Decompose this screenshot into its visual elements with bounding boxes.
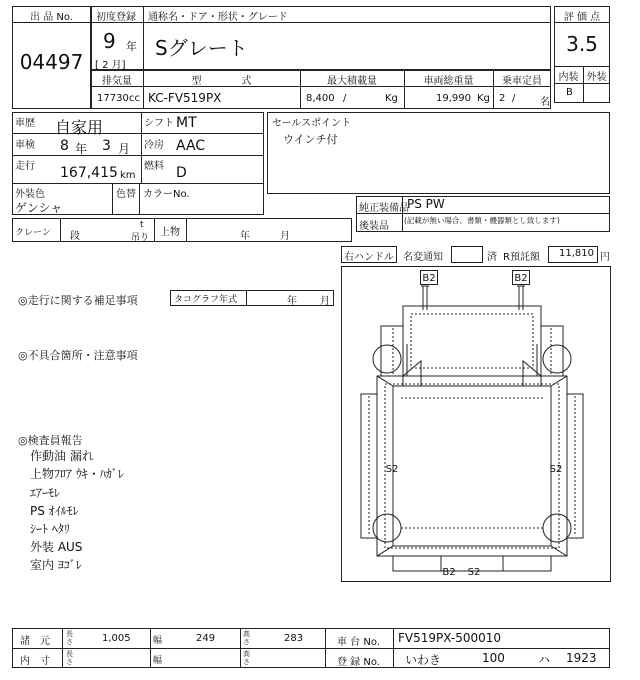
width-value: 249 bbox=[196, 633, 216, 644]
defects-label: ◎不具合箇所・注意事項 bbox=[18, 349, 138, 362]
mileage-value: 167,415 bbox=[60, 165, 118, 181]
inner-length-label: 長さ bbox=[66, 650, 73, 666]
eval-score: 3.5 bbox=[566, 32, 598, 56]
inner-width-label: 幅 bbox=[153, 656, 163, 666]
reg-kana: ハ bbox=[538, 653, 551, 667]
inspection-year: 8 bbox=[60, 138, 69, 154]
seats-value: 2 bbox=[499, 93, 506, 104]
gross-unit: Kg bbox=[477, 93, 490, 104]
displacement-unit: cc bbox=[129, 93, 140, 104]
crane-label: クレーン bbox=[15, 228, 51, 238]
dims-label: 諸 元 bbox=[20, 636, 50, 647]
recycle-unit: 円 bbox=[600, 252, 610, 263]
inspector-line: PS ｵｲﾙﾓﾚ bbox=[30, 504, 79, 518]
inspector-line: 室内 ﾖｺﾞﾚ bbox=[30, 558, 82, 572]
history-label: 車歴 bbox=[15, 118, 35, 129]
damage-tag: S2 bbox=[549, 464, 563, 475]
inspector-line: ｴｱｰﾓﾚ bbox=[30, 486, 61, 500]
inspection-month-unit: 月 bbox=[118, 142, 131, 156]
equipped-label: 上物 bbox=[160, 227, 180, 238]
displacement-value: 17730 bbox=[97, 93, 129, 104]
reg-area: いわき bbox=[405, 653, 442, 667]
damage-tag: B2 bbox=[442, 567, 456, 578]
exterior-color-label: 外装色 bbox=[15, 189, 45, 200]
damage-tag: B2 bbox=[420, 270, 438, 285]
length-label: 長さ bbox=[66, 630, 73, 646]
crane-steps: 段 bbox=[70, 231, 80, 242]
shift-label: シフト bbox=[144, 118, 174, 129]
width-label: 幅 bbox=[153, 636, 163, 646]
std-equipment-value: PS PW bbox=[407, 197, 445, 211]
inspection-month: 3 bbox=[102, 138, 111, 154]
inspection-year-unit: 年 bbox=[75, 142, 88, 156]
fuel-value: D bbox=[176, 165, 187, 181]
sales-point-label: セールスポイント bbox=[272, 118, 352, 129]
first-reg-month: [ 2 月] bbox=[95, 60, 126, 71]
tacho-month: 月 bbox=[320, 296, 330, 307]
aftermarket-note: (記載が無い場合、書類・機器類とし致します) bbox=[404, 216, 560, 225]
equipped-year: 年 bbox=[240, 231, 250, 242]
recycle-label: R預託額 bbox=[503, 252, 540, 263]
chassis-label: 車 台 No. bbox=[337, 637, 380, 648]
history-value: 自家用 bbox=[55, 118, 104, 137]
capacity-slash: / bbox=[343, 93, 347, 104]
chassis-value: FV519PX-500010 bbox=[398, 631, 502, 645]
exterior-label: 外装 bbox=[586, 72, 607, 83]
inner-height-label: 高さ bbox=[243, 650, 250, 666]
type-value: KC-FV519PX bbox=[148, 91, 222, 105]
color-change-label: 色替 bbox=[116, 189, 136, 200]
model-label: 通称名・ドア・形状・グレード bbox=[148, 12, 288, 23]
capacity-label: 最大積載量 bbox=[327, 76, 377, 87]
aftermarket-label: 後装品 bbox=[359, 221, 389, 232]
interior-label: 内装 bbox=[558, 72, 579, 83]
name-change-box bbox=[451, 246, 483, 263]
exterior-color-value: ゲンシャ bbox=[15, 201, 63, 215]
mileage-label: 走行 bbox=[15, 161, 35, 172]
gross-label: 車両総重量 bbox=[423, 76, 474, 87]
interior-grade: B bbox=[566, 87, 573, 98]
seats-label: 乗車定員 bbox=[502, 76, 542, 87]
ac-value: AAC bbox=[176, 138, 206, 154]
height-value: 283 bbox=[284, 633, 304, 644]
reg-number: 1923 bbox=[566, 651, 597, 665]
running-notes-label: ◎走行に関する補足事項 bbox=[18, 294, 138, 307]
inspector-line: 外装 AUS bbox=[30, 540, 83, 554]
std-equipment-label: 純正装備品 bbox=[359, 203, 409, 214]
displacement-label: 排気量 bbox=[102, 76, 132, 87]
color-no-label: カラーNo. bbox=[143, 189, 190, 200]
eval-label: 評 価 点 bbox=[563, 12, 601, 23]
damage-tag: S2 bbox=[385, 464, 399, 475]
inspection-label: 車検 bbox=[15, 140, 35, 151]
seats-slash: / bbox=[512, 93, 516, 104]
type-label: 型 式 bbox=[191, 76, 252, 87]
damage-tag: S2 bbox=[467, 567, 481, 578]
truck-diagram bbox=[341, 266, 611, 582]
damage-tag: B2 bbox=[512, 270, 530, 285]
length-value: 1,005 bbox=[102, 633, 131, 644]
lot-no-value: 04497 bbox=[19, 50, 84, 74]
crane-tons: t bbox=[140, 220, 144, 230]
first-reg-label: 初度登録 bbox=[96, 12, 136, 23]
shift-value: MT bbox=[176, 115, 197, 131]
capacity-unit: Kg bbox=[385, 93, 398, 104]
inspector-line: 上物ﾌﾛｱ ｳｷ・ﾊｶﾞﾚ bbox=[30, 467, 124, 481]
inner-dims-label: 内 寸 bbox=[20, 656, 50, 667]
sales-point-value: ウインチ付 bbox=[283, 133, 338, 146]
seats-unit: 名 bbox=[540, 97, 550, 108]
inspector-line: ｼｰﾄ ﾍﾀﾘ bbox=[30, 522, 70, 536]
fuel-label: 燃料 bbox=[144, 161, 164, 172]
first-reg-year-unit: 年 bbox=[126, 40, 137, 53]
height-label: 高さ bbox=[243, 630, 250, 646]
tacho-year: 年 bbox=[287, 296, 297, 307]
lot-no-label: 出 品 No. bbox=[30, 12, 73, 23]
mileage-unit: km bbox=[120, 170, 136, 181]
gross-value: 19,990 bbox=[436, 93, 471, 104]
recycle-amount: 11,810 bbox=[559, 248, 594, 259]
name-change-label: 名変通知 bbox=[403, 252, 443, 263]
inspector-label: ◎検査員報告 bbox=[18, 434, 83, 447]
crane-suspend: 吊り bbox=[131, 233, 150, 243]
equipped-month: 月 bbox=[280, 231, 290, 242]
ac-label: 冷房 bbox=[144, 140, 164, 151]
grade-value: Sグレート bbox=[155, 36, 248, 60]
inspector-line: 作動油 漏れ bbox=[30, 449, 94, 463]
first-reg-year: 9 bbox=[103, 29, 116, 53]
recycle-done: 済 bbox=[487, 252, 497, 263]
right-hand-value: 右ハンドル bbox=[344, 252, 394, 263]
reg-class: 100 bbox=[482, 651, 505, 665]
capacity-value: 8,400 bbox=[306, 93, 335, 104]
tacho-label: タコグラフ年式 bbox=[174, 295, 238, 305]
reg-label: 登 録 No. bbox=[337, 657, 380, 668]
crane-row bbox=[12, 218, 352, 242]
